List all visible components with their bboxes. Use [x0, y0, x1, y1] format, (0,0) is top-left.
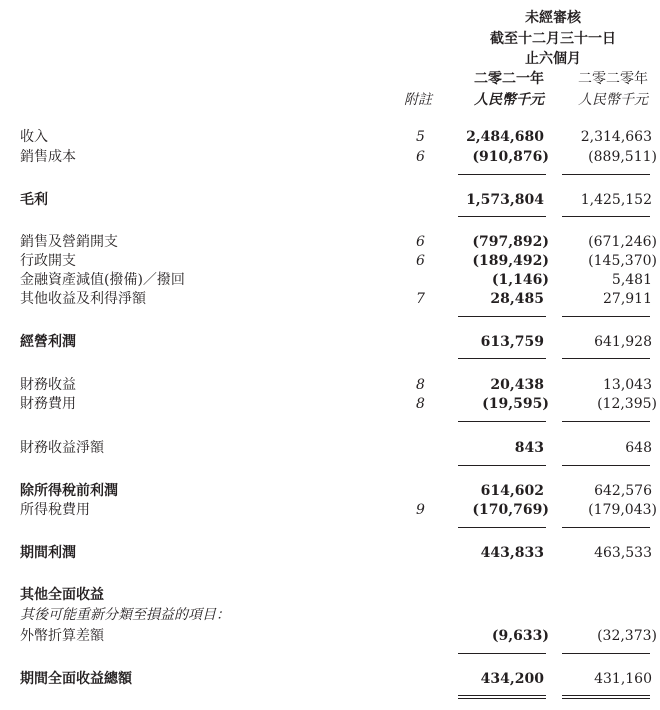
row-admin-expenses-2020: (145,370): [588, 253, 657, 269]
rule-operating-profit-under-2020: [562, 358, 650, 359]
row-oci-subheading: 其後可能重新分類至損益的項目：: [20, 607, 230, 623]
row-finance-income-2020: 13,043: [603, 377, 652, 393]
header-period-line2: 止六個月: [525, 51, 581, 67]
rule-operating-profit-2020: [562, 316, 650, 317]
row-admin-expenses-note: 6: [416, 253, 425, 269]
row-profit-before-tax-label: 除所得稅前利潤: [20, 483, 118, 499]
row-impairment-2021: (1,146): [491, 272, 549, 288]
row-other-gains-2021: 28,485: [490, 291, 544, 307]
row-selling-expenses-2021: (797,892): [472, 234, 549, 250]
row-profit-before-tax-2021: 614,602: [480, 483, 544, 499]
rule-total-2020: [562, 653, 650, 654]
rule-operating-profit-2021: [458, 316, 546, 317]
row-gross-profit-2020: 1,425,152: [580, 192, 652, 208]
row-cost-of-sales-label: 銷售成本: [20, 149, 76, 165]
row-impairment-label: 金融資產減值(撥備)／撥回: [20, 272, 185, 288]
rule-double-top-2020: [562, 695, 650, 696]
row-operating-profit-label: 經營利潤: [20, 334, 76, 350]
row-admin-expenses-label: 行政開支: [20, 253, 76, 269]
row-selling-expenses-note: 6: [416, 234, 425, 250]
row-admin-expenses-2021: (189,492): [472, 253, 549, 269]
row-finance-costs-2021: (19,595): [482, 396, 549, 412]
header-year-2021: 二零二一年: [474, 71, 544, 87]
header-note-label: 附註: [404, 92, 432, 108]
row-cost-of-sales-2020: (889,511): [588, 149, 657, 165]
row-selling-expenses-2020: (671,246): [588, 234, 657, 250]
row-selling-expenses-label: 銷售及營銷開支: [20, 234, 118, 250]
row-other-gains-2020: 27,911: [603, 291, 652, 307]
rule-finance-net-under-2020: [562, 465, 650, 466]
header-unit-2021: 人民幣千元: [474, 92, 544, 108]
row-finance-net-2020: 648: [625, 440, 652, 456]
row-finance-net-2021: 843: [514, 440, 544, 456]
rule-finance-net-2021: [458, 421, 546, 422]
row-oci-heading: 其他全面收益: [20, 587, 104, 603]
row-impairment-2020: 5,481: [611, 272, 652, 288]
rule-double-bottom-2021: [458, 698, 546, 699]
rule-gross-profit-under-2020: [562, 216, 650, 217]
row-finance-costs-note: 8: [416, 396, 425, 412]
rule-profit-period-2020: [562, 527, 650, 528]
header-period-line1: 截至十二月三十一日: [490, 31, 616, 47]
row-operating-profit-2020: 641,928: [594, 334, 652, 350]
rule-finance-net-2020: [562, 421, 650, 422]
row-other-gains-label: 其他收益及利得淨額: [20, 291, 146, 307]
rule-profit-period-2021: [458, 527, 546, 528]
row-cost-of-sales-note: 6: [416, 149, 425, 165]
row-profit-for-period-2021: 443,833: [480, 545, 544, 561]
row-profit-for-period-label: 期間利潤: [20, 545, 76, 561]
row-revenue-2021: 2,484,680: [466, 129, 544, 145]
row-fx-diff-2020: (32,373): [597, 628, 657, 644]
row-gross-profit-2021: 1,573,804: [466, 192, 544, 208]
row-finance-income-label: 財務收益: [20, 377, 76, 393]
row-income-tax-note: 9: [416, 502, 425, 518]
rule-total-2021: [458, 653, 546, 654]
row-gross-profit-label: 毛利: [20, 192, 48, 208]
rule-double-top-2021: [458, 695, 546, 696]
rule-double-bottom-2020: [562, 698, 650, 699]
row-total-comprehensive-label: 期間全面收益總額: [20, 671, 132, 687]
row-finance-costs-2020: (12,395): [597, 396, 657, 412]
row-fx-diff-label: 外幣折算差額: [20, 628, 104, 644]
row-revenue-label: 收入: [20, 129, 48, 145]
header-year-2020: 二零二零年: [578, 71, 648, 87]
row-income-tax-label: 所得稅費用: [20, 502, 90, 518]
row-fx-diff-2021: (9,633): [491, 628, 549, 644]
row-income-tax-2021: (170,769): [472, 502, 549, 518]
row-finance-income-note: 8: [416, 377, 425, 393]
rule-gross-profit-2020: [562, 174, 650, 175]
rule-finance-net-under-2021: [458, 465, 546, 466]
header-unit-2020: 人民幣千元: [578, 92, 648, 108]
row-profit-before-tax-2020: 642,576: [594, 483, 652, 499]
row-income-tax-2020: (179,043): [588, 502, 657, 518]
row-revenue-note: 5: [416, 129, 425, 145]
rule-gross-profit-under-2021: [458, 216, 546, 217]
row-finance-income-2021: 20,438: [490, 377, 544, 393]
row-profit-for-period-2020: 463,533: [594, 545, 652, 561]
row-revenue-2020: 2,314,663: [580, 129, 652, 145]
row-total-comprehensive-2020: 431,160: [594, 671, 652, 687]
header-unaudited: 未經審核: [525, 10, 581, 26]
row-other-gains-note: 7: [416, 291, 425, 307]
row-cost-of-sales-2021: (910,876): [472, 149, 549, 165]
row-operating-profit-2021: 613,759: [480, 334, 544, 350]
row-finance-costs-label: 財務費用: [20, 396, 76, 412]
row-total-comprehensive-2021: 434,200: [480, 671, 544, 687]
row-finance-net-label: 財務收益淨額: [20, 440, 104, 456]
rule-gross-profit-2021: [458, 174, 546, 175]
rule-operating-profit-under-2021: [458, 358, 546, 359]
